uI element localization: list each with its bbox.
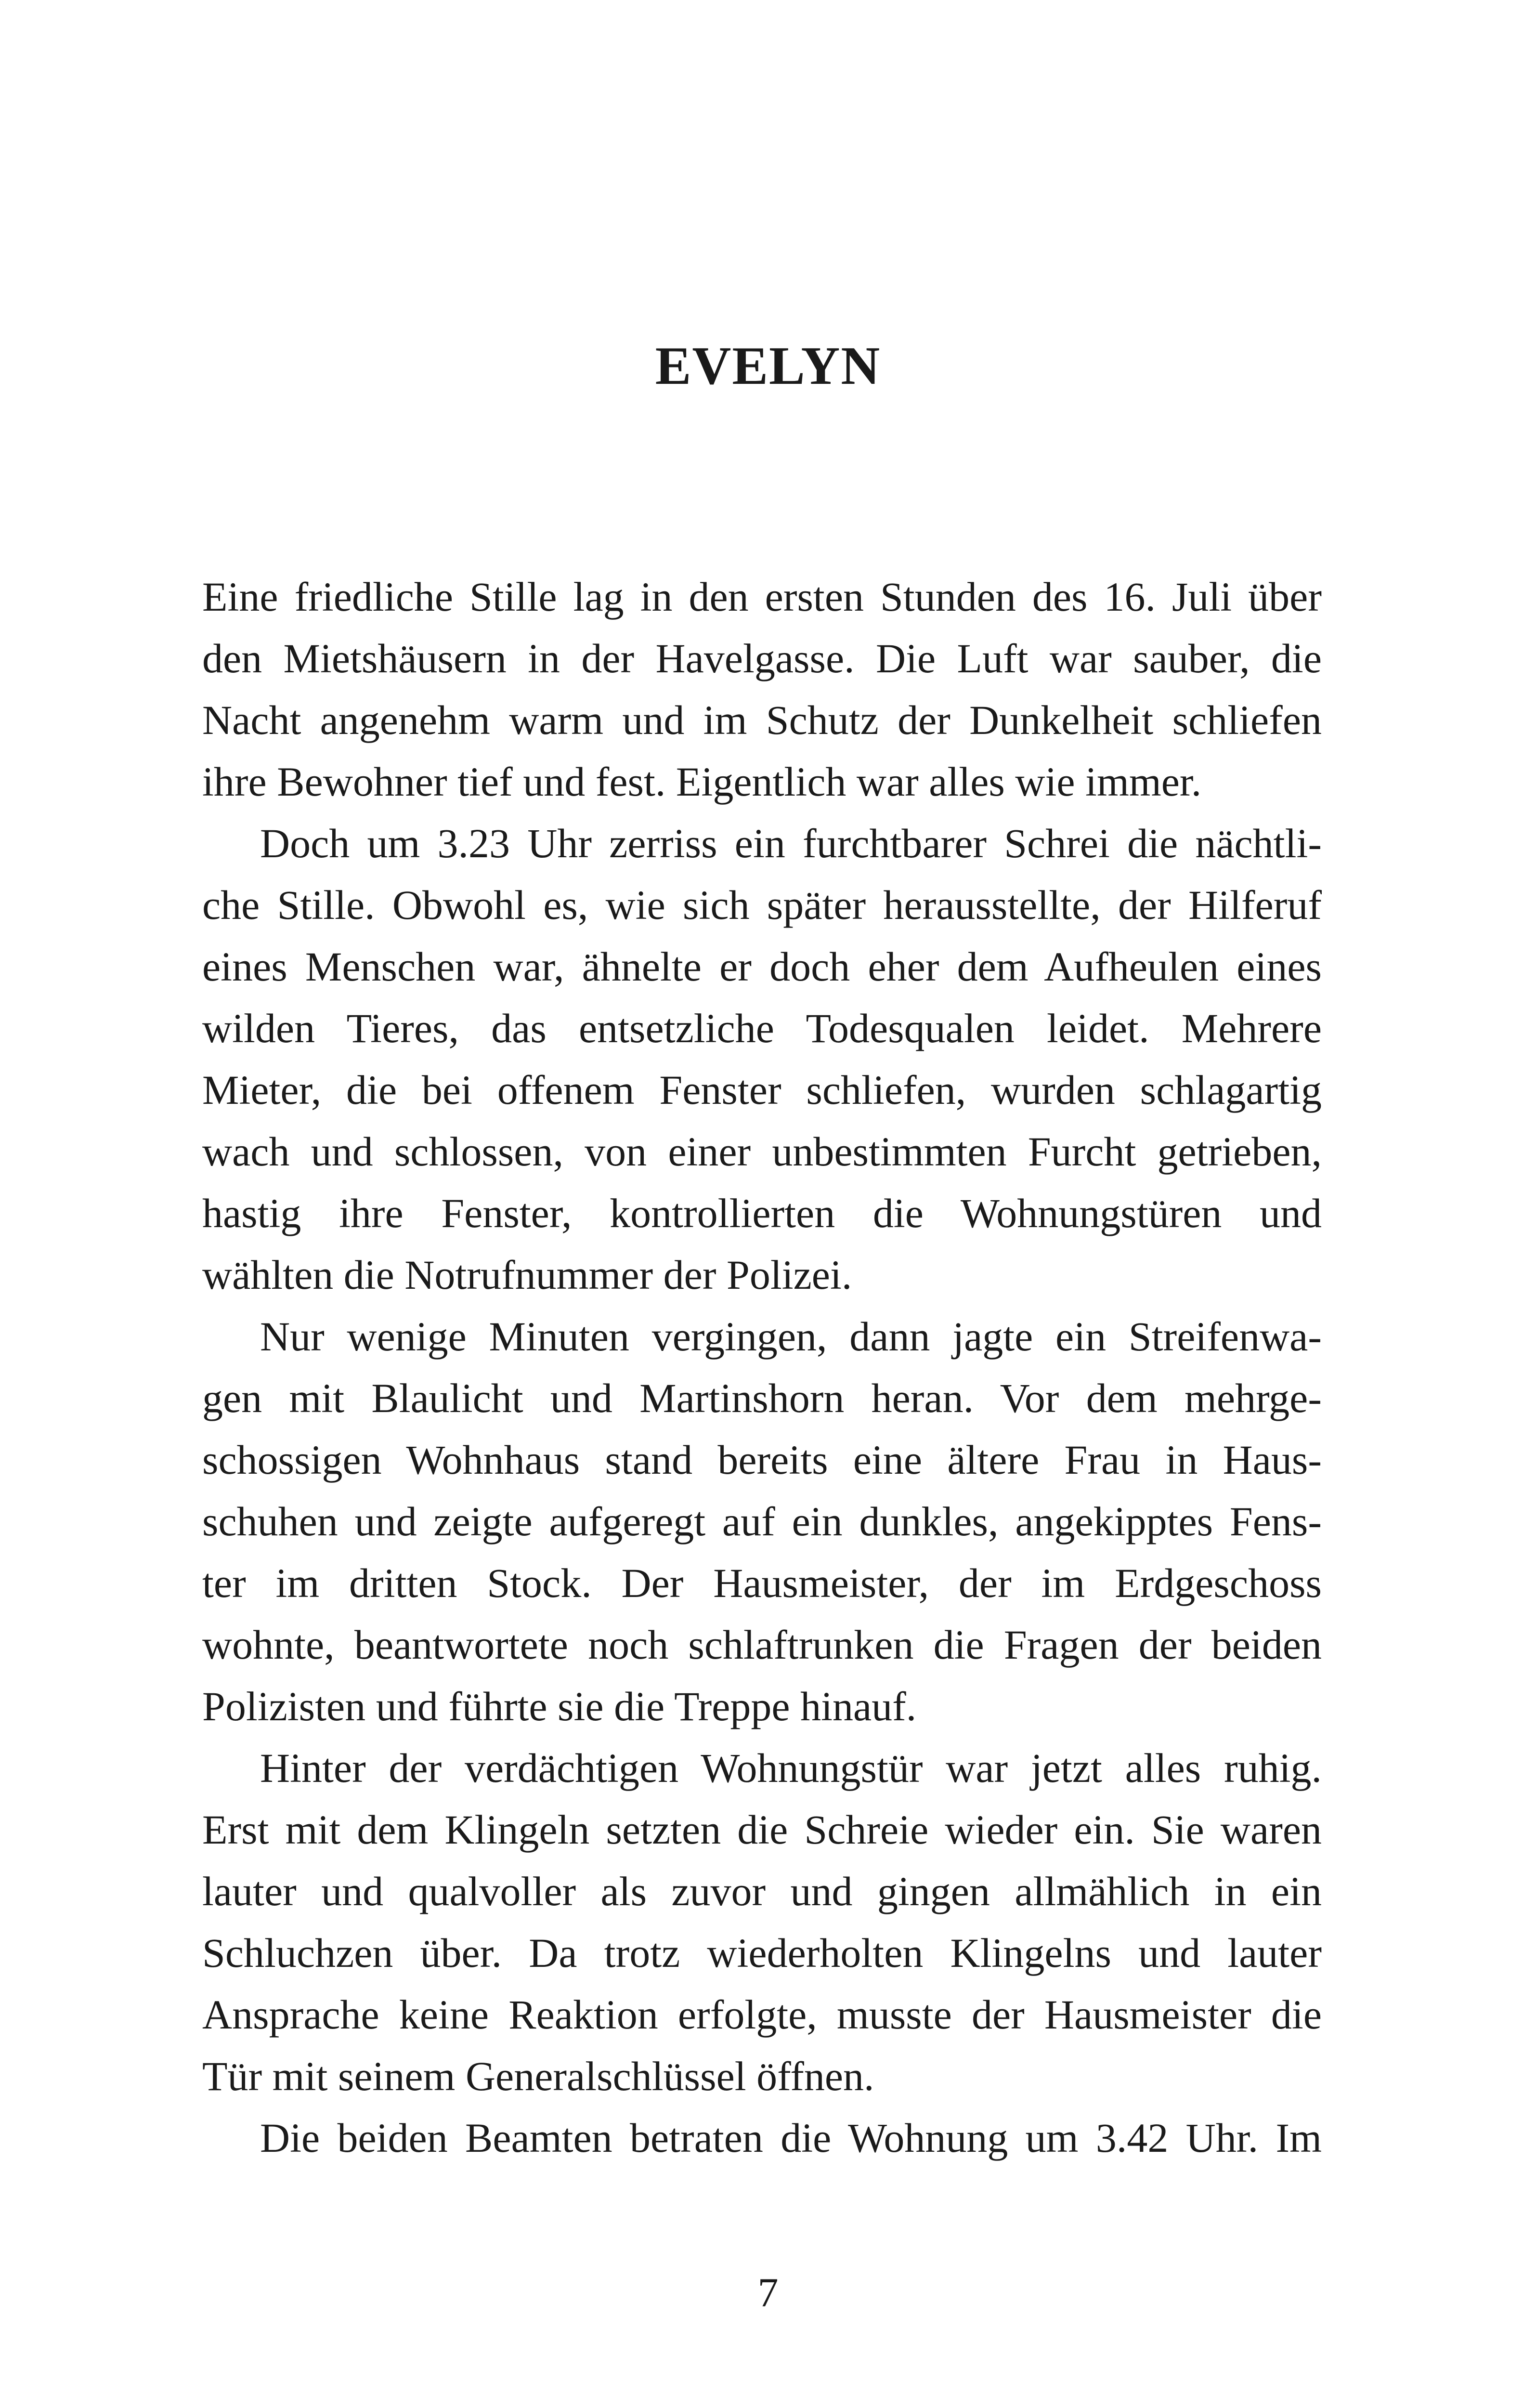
chapter-title: EVELYN	[655, 336, 881, 396]
body-text	[202, 566, 1322, 2169]
text-line: wilden Tieres, das entsetzliche Todesqualen leidet. Mehrere	[202, 1005, 1322, 1051]
text-line: wählten die Notrufnummer der Polizei.	[202, 1252, 852, 1298]
text-line: hastig ihre Fenster, kontrollierten die Wohnungstüren und	[202, 1190, 1322, 1236]
paragraph	[202, 812, 1322, 1306]
text-line: Nacht angenehm warm und im Schutz der Dunkelheit schliefen	[202, 697, 1322, 743]
text-line: gen mit Blaulicht und Martinshorn heran. Vor dem mehrge-	[202, 1375, 1322, 1421]
text-line: Hinter der verdächtigen Wohnungstür war jetzt alles ruhig.	[260, 1745, 1322, 1791]
text-line: Erst mit dem Klingeln setzten die Schreie wieder ein. Sie waren	[202, 1806, 1322, 1853]
text-line: schuhen und zeigte aufgeregt auf ein dunkles, angekipptes Fens-	[202, 1498, 1322, 1544]
text-line: wohnte, beantwortete noch schlaftrunken die Fragen der beiden	[202, 1622, 1322, 1668]
text-line: eines Menschen war, ähnelte er doch eher dem Aufheulen eines	[202, 943, 1322, 990]
text-line: Doch um 3.23 Uhr zerriss ein furchtbarer Schrei die nächtli-	[260, 820, 1322, 866]
text-line: Polizisten und führte sie die Treppe hinauf.	[202, 1683, 917, 1729]
text-line: che Stille. Obwohl es, wie sich später herausstellte, der Hilferuf	[202, 882, 1322, 928]
text-line: Eine friedliche Stille lag in den ersten Stunden des 16. Juli über	[202, 574, 1322, 620]
text-line: den Mietshäusern in der Havelgasse. Die Luft war sauber, die	[202, 635, 1322, 681]
paragraph	[202, 1306, 1322, 1737]
text-line: schossigen Wohnhaus stand bereits eine ältere Frau in Haus-	[202, 1437, 1322, 1483]
text-line: ihre Bewohner tief und fest. Eigentlich war alles wie immer.	[202, 759, 1202, 805]
text-line: lauter und qualvoller als zuvor und gingen allmählich in ein	[202, 1868, 1322, 1914]
text-line: Nur wenige Minuten vergingen, dann jagte ein Streifenwa-	[260, 1313, 1322, 1360]
paragraph	[202, 566, 1322, 812]
text-line: Schluchzen über. Da trotz wiederholten Klingelns und lauter	[202, 1930, 1322, 1976]
text-line: Die beiden Beamten betraten die Wohnung um 3.42 Uhr. Im	[260, 2115, 1322, 2161]
text-line: Ansprache keine Reaktion erfolgte, musste der Hausmeister die	[202, 1991, 1322, 2038]
text-line: ter im dritten Stock. Der Hausmeister, der im Erdgeschoss	[202, 1560, 1322, 1606]
text-line: wach und schlossen, von einer unbestimmten Furcht getrieben,	[202, 1128, 1322, 1175]
paragraph	[202, 1737, 1322, 2107]
text-line: Tür mit seinem Generalschlüssel öffnen.	[202, 2053, 874, 2099]
page-number: 7	[757, 2269, 779, 2316]
text-line: Mieter, die bei offenem Fenster schliefen, wurden schlagartig	[202, 1067, 1322, 1113]
paragraph	[202, 2107, 1322, 2169]
